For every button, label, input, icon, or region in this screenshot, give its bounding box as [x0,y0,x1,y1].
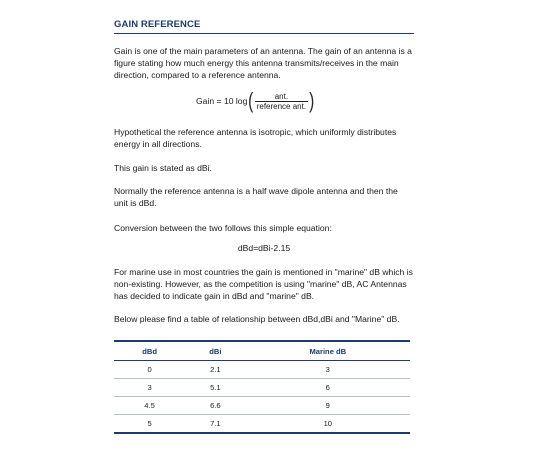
paragraph-marine: For marine use in most countries the gain is mentioned in "marine" dB which is non-existing. However, as the competition is using "marine" dB, AC Antennas has decided to indicate gain in dBd and "marine" dB. [114,267,413,301]
column-header-marine-db: Marine dB [246,341,410,361]
title-underline [114,33,414,34]
table-cell: 10 [246,415,410,434]
table-cell: 0 [114,361,185,379]
paragraph-isotropic: Hypothetical the reference antenna is isotropic, which uniformly distributes energy in all directions. [114,127,397,149]
column-header-dbi: dBi [185,341,245,361]
paragraph-table-intro: Below please find a table of relationship between dBd,dBi and "Marine" dB. [114,314,400,324]
table-row [114,361,410,379]
table-cell: 5 [114,415,185,434]
table-cell: 3 [246,361,410,379]
formula-denominator: reference ant. [256,101,307,111]
table-cell: 9 [246,397,410,415]
table-cell: 4.5 [114,397,185,415]
table-row [114,379,410,397]
section-title: GAIN REFERENCE [114,19,201,30]
formula-lhs: Gain = 10 log [196,96,248,106]
paragraph-dbi: This gain is stated as dBi. [114,163,212,173]
formula-numerator: ant. [255,92,308,102]
paragraph-conversion: Conversion between the two follows this simple equation: [114,223,332,233]
table-cell: 7.1 [185,415,245,434]
gain-formula [196,88,356,114]
table-cell: 2.1 [185,361,245,379]
left-paren: ( [248,88,254,113]
gain-table [114,340,410,434]
table-cell: 6 [246,379,410,397]
table-cell: 6.6 [185,397,245,415]
column-header-dbd: dBd [114,341,185,361]
conversion-equation: dBd=dBi-2.15 [237,243,291,253]
table-row [114,397,410,415]
table-header-row [114,341,410,361]
paragraph-gain-definition: Gain is one of the main parameters of an antenna. The gain of an antenna is a figure stating how much energy this antenna transmits/receives in the main direction, compared to a reference antenna. [114,46,412,80]
table-cell: 3 [114,379,185,397]
table-cell: 5.1 [185,379,245,397]
table-row [114,415,410,434]
right-paren: ) [309,88,315,113]
formula-fraction [256,92,307,111]
paragraph-dipole: Normally the reference antenna is a half wave dipole antenna and then the unit is dBd. [114,186,398,208]
